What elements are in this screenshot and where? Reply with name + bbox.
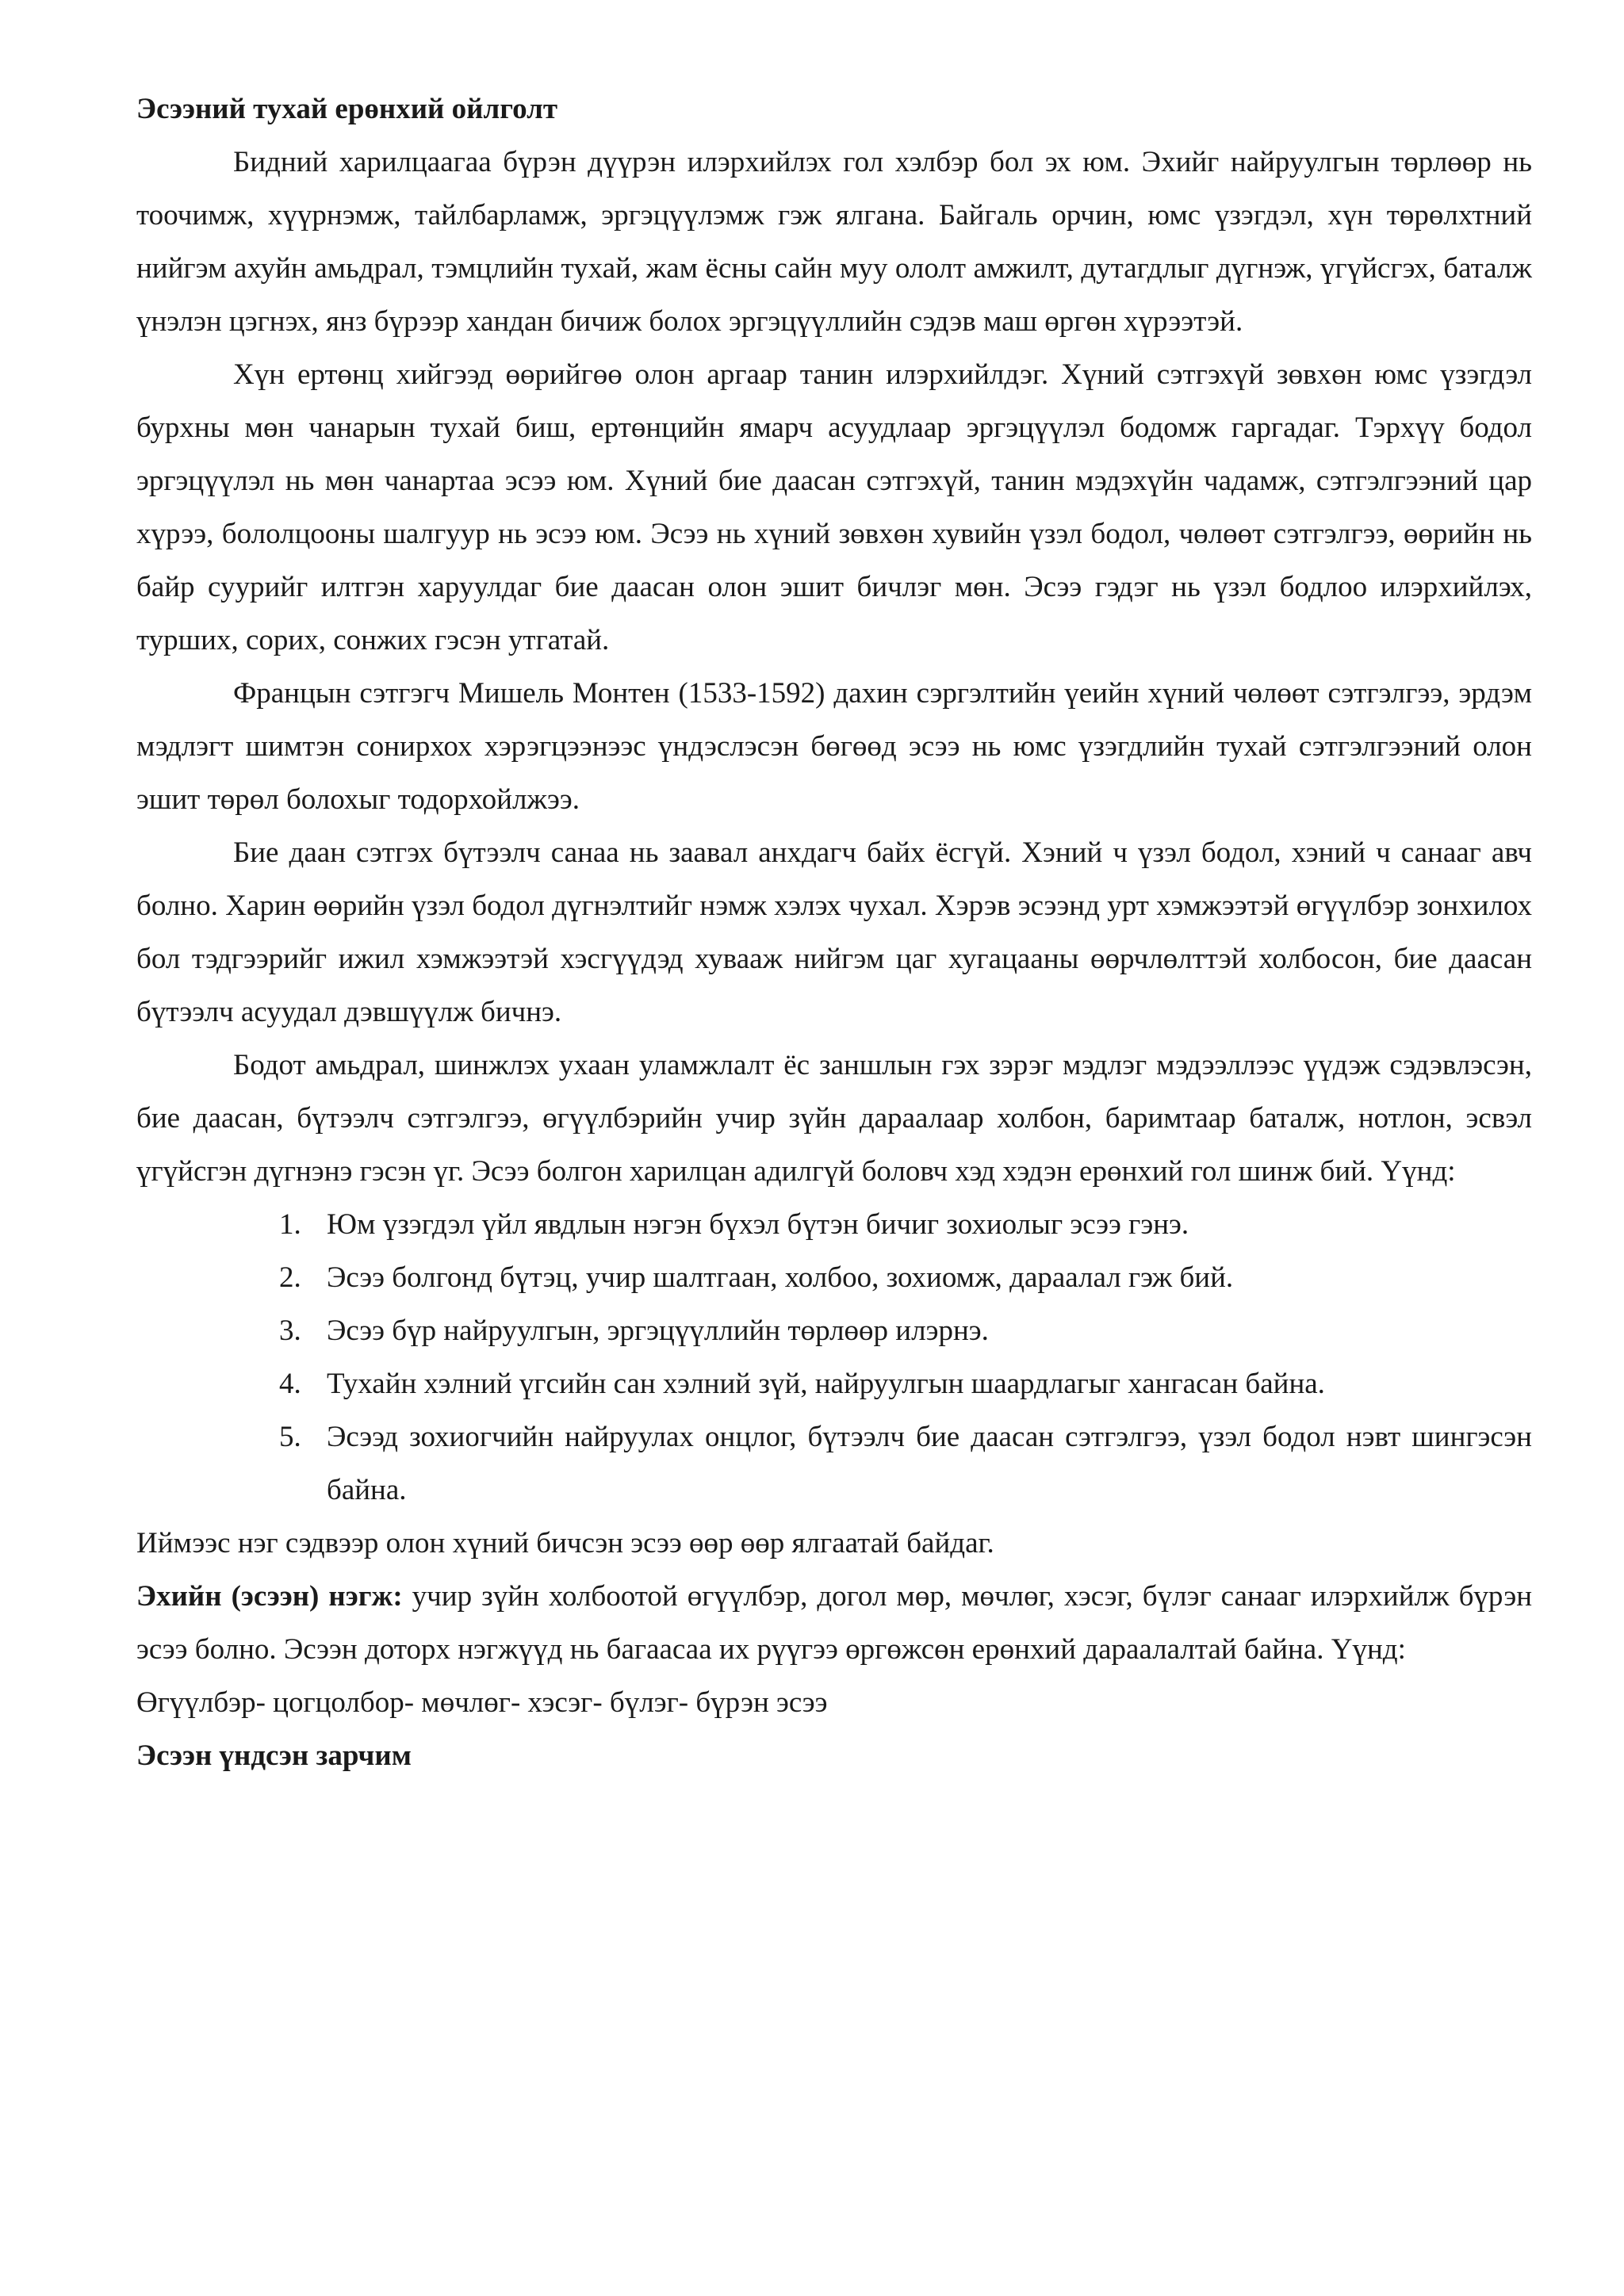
paragraph-5: Бодот амьдрал, шинжлэх ухаан уламжлалт ёс заншлын гэх зэрэг мэдлэг мэдээллээс үүдэж сэдэвлэсэн, бие даасан, бүтээлч сэтгэлгээ, өгүүлбэрийн учир зүйн дараалаар холбон, баримтаар баталж, нотлон, эсвэл үгүйсгэн дүгнэнэ гэсэн үг. Эсээ болгон харилцан адилгүй боловч хэд хэдэн ерөнхий гол шинж бий. Үүнд: [136,1049,1532,1188]
document-title: Эсээний тухай ерөнхий ойлголт [136,93,558,125]
list-item [279,1198,1532,1251]
list-item-text: Эсээд зохиогчийн найруулах онцлог, бүтээлч бие даасан сэтгэлгээ, үзэл бодол нэвт шингэсэн байна. [327,1421,1532,1506]
after-list-sentence: Иймээс нэг сэдвээр олон хүний бичсэн эсээ өөр өөр ялгаатай байдаг. [136,1527,994,1559]
list-item-text: Эсээ болгонд бүтэц, учир шалтгаан, холбоо, зохиомж, дараалал гэж бий. [327,1261,1234,1294]
paragraph-3: Францын сэтгэгч Мишель Монтен (1533-1592) дахин сэргэлтийн үеийн хүний чөлөөт сэтгэлгээ, эрдэм мэдлэгт шимтэн сонирхох хэрэгцээнээс үндэслэсэн бөгөөд эсээ нь юмс үзэгдлийн тухай сэтгэлгээний олон эшит төрөл болохыг тодорхойлжээ. [136,677,1532,816]
unit-paragraph-text: учир зүйн холбоотой өгүүлбэр, догол мөр, мөчлөг, хэсэг, бүлэг санааг илэрхийлж бүрэн эсээ болно. Эсээн доторх нэгжүүд нь багаасаа их рүүгээ өргөжсөн ерөнхий дараалалтай байна. Үүнд: [136,1580,1533,1666]
unit-sequence: Өгүүлбэр- цогцолбор- мөчлөг- хэсэг- бүлэг- бүрэн эсээ [136,1686,828,1719]
paragraph-1: Бидний харилцаагаа бүрэн дүүрэн илэрхийлэх гол хэлбэр бол эх юм. Эхийг найруулгын төрлөөр нь тоочимж, хүүрнэмж, тайлбарламж, эргэцүүлэмж гэж ялгана. Байгаль орчин, юмс үзэгдэл, хүн төрөлхтний нийгэм ахуйн амьдрал, тэмцлийн тухай, жам ёсны сайн муу ололт амжилт, дутагдлыг дүгнэж, үгүйсгэх, баталж үнэлэн цэгнэх, янз бүрээр хандан бичиж болох эргэцүүллийн сэдэв маш өргөн хүрээтэй. [136,146,1532,338]
list-item-number: 4. [279,1368,301,1400]
list-item-text: Эсээ бүр найруулгын, эргэцүүллийн төрлөөр илэрнэ. [327,1314,989,1347]
section-subheading: Эсээн үндсэн зарчим [136,1739,412,1772]
list-item-text: Юм үзэгдэл үйл явдлын нэгэн бүхэл бүтэн бичиг зохиолыг эсээ гэнэ. [327,1208,1189,1241]
list-item-number: 3. [279,1314,301,1347]
list-item [279,1357,1532,1410]
list-item-number: 2. [279,1261,301,1294]
list-item [279,1251,1532,1304]
paragraph-4: Бие даан сэтгэх бүтээлч санаа нь заавал анхдагч байх ёсгүй. Хэний ч үзэл бодол, хэний ч санааг авч болно. Харин өөрийн үзэл бодол дүгнэлтийг нэмж хэлэх чухал. Хэрэв эсээнд урт хэмжээтэй өгүүлбэр зонхилох бол тэдгээрийг ижил хэмжээтэй хэсгүүдэд хувааж нийгэм цаг хугацааны өөрчлөлттэй холбосон, бие даасан бүтээлч асуудал дэвшүүлж бичнэ. [136,836,1532,1028]
list-item [279,1304,1532,1357]
list-item-number: 5. [279,1421,301,1453]
paragraph-2: Хүн ертөнц хийгээд өөрийгөө олон аргаар танин илэрхийлдэг. Хүний сэтгэхүй зөвхөн юмс үзэгдэл бурхны мөн чанарын тухай биш, ертөнцийн ямарч асуудлаар эргэцүүлэл бодомж гаргадаг. Тэрхүү бодол эргэцүүлэл нь мөн чанартаа эсээ юм. Хүний бие даасан сэтгэхүй, танин мэдэхүйн чадамж, сэтгэлгээний цар хүрээ, бололцооны шалгуур нь эсээ юм. Эсээ нь хүний зөвхөн хувийн үзэл бодол, чөлөөт сэтгэлгээ, өөрийн нь байр суурийг илтгэн харуулдаг бие даасан олон эшит бичлэг мөн. Эсээ гэдэг нь үзэл бодлоо илэрхийлэх, турших, сорих, сонжих гэсэн утгатай. [136,358,1532,656]
unit-paragraph-lead: Эхийн (эсээн) нэгж: [136,1580,403,1613]
unit-paragraph [136,1570,1532,1676]
document-page [136,82,1532,1782]
list-item [279,1410,1532,1517]
list-item-number: 1. [279,1208,301,1241]
features-list [136,1198,1532,1517]
list-item-text: Тухайн хэлний үгсийн сан хэлний зүй, найруулгын шаардлагыг хангасан байна. [327,1368,1325,1400]
